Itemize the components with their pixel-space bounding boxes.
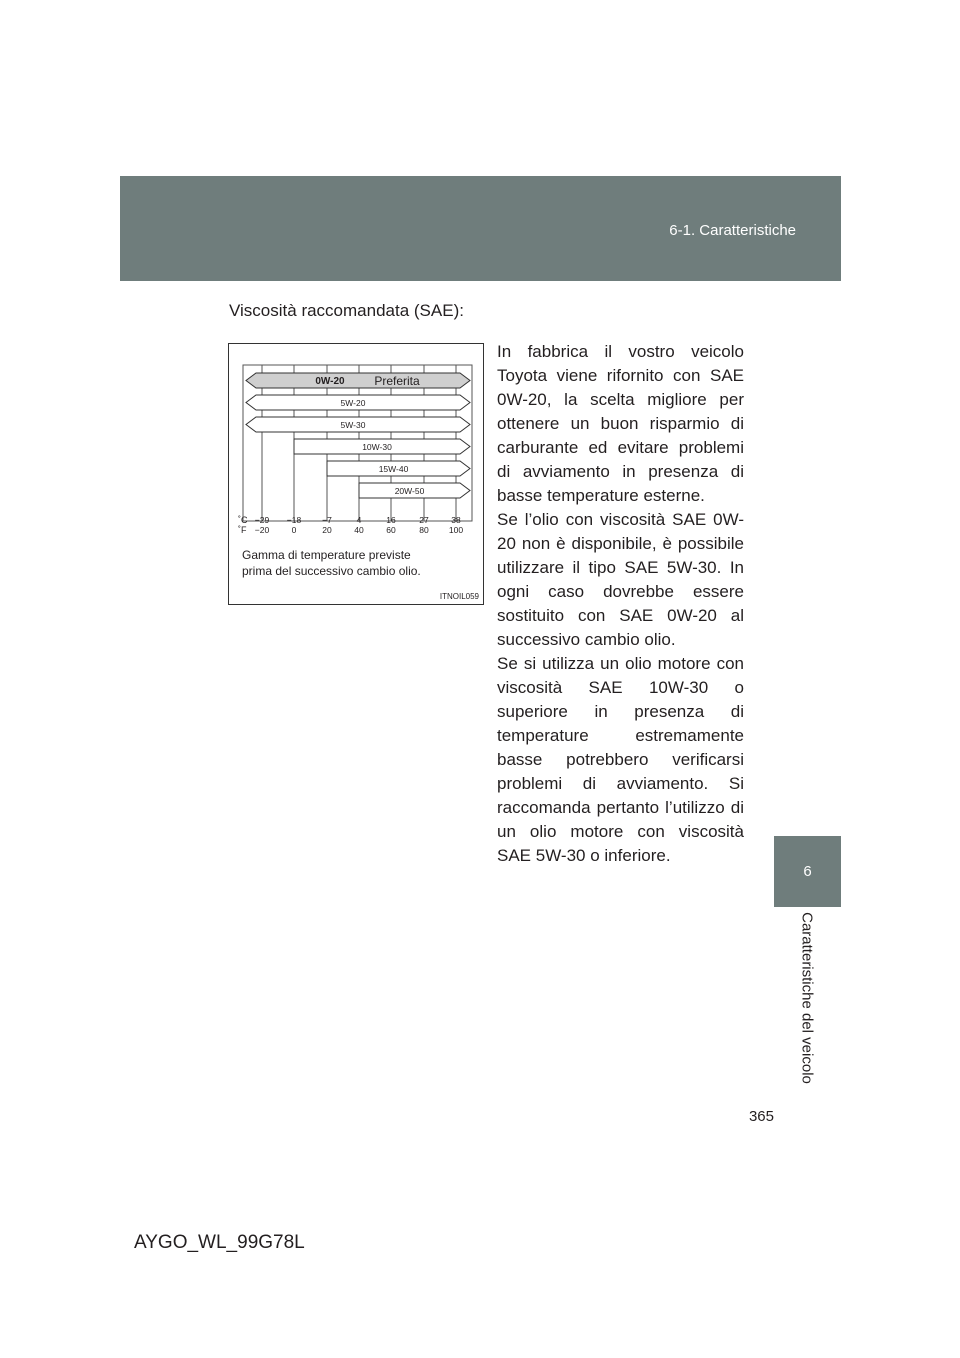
chapter-tab <box>774 836 841 907</box>
tick-celsius: −7 <box>322 515 332 525</box>
caption-line-2: prima del successivo cambio olio. <box>242 564 421 578</box>
tick-fahrenheit: 40 <box>354 525 364 535</box>
grade-label: 5W-20 <box>340 398 366 408</box>
paragraph-3: Se si utilizza un olio motore con viscosità SAE 10W-30 o superiore in presenza di temperature estremamente basse potrebbero verificarsi problemi di avviamento. Si raccomanda pertanto l’utilizzo di un olio motore con viscosità SAE 5W-30 o inferiore. <box>497 654 744 865</box>
paragraph-1: In fabbrica il vostro veicolo Toyota viene rifornito con SAE 0W-20, la scelta migliore per ottenere un buon risparmio di carburante ed evitare problemi di avviamento in presenza di basse temperature esterne. <box>497 342 744 505</box>
tick-celsius: 38 <box>451 515 461 525</box>
tick-celsius: 4 <box>356 515 362 525</box>
grade-label: 0W-20 <box>315 376 345 387</box>
caption-line-1: Gamma di temperature previste <box>242 548 411 562</box>
tick-celsius: −18 <box>286 515 302 525</box>
grade-label: 10W-30 <box>362 442 392 452</box>
tick-fahrenheit: 60 <box>386 525 396 535</box>
section-title: 6-1. Caratteristiche <box>669 222 796 239</box>
tick-fahrenheit: 100 <box>448 525 464 535</box>
grade-bar-0w-20 <box>246 373 470 388</box>
tick-fahrenheit: 80 <box>419 525 429 535</box>
section-heading: Viscosità raccomandata (SAE): <box>229 301 464 320</box>
tick-celsius: −29 <box>254 515 270 525</box>
header-bar <box>120 176 841 281</box>
unit-celsius: ˚C <box>238 515 248 525</box>
tick-fahrenheit: −20 <box>254 525 270 535</box>
tick-celsius: 16 <box>386 515 396 525</box>
paragraph-2: Se l’olio con viscosità SAE 0W-20 non è disponibile, è possibile utilizzare il tipo SAE 5W-30. In ogni caso dovrebbe essere sostituito con SAE 0W-20 al successivo cambio olio. <box>497 510 744 649</box>
grade-label: 20W-50 <box>394 486 425 496</box>
preferred-label: Preferita <box>374 374 420 388</box>
tick-fahrenheit: 20 <box>322 525 332 535</box>
page-number: 365 <box>748 1108 774 1125</box>
chapter-label: Caratteristiche del veicolo <box>798 912 816 1084</box>
viscosity-chart <box>229 344 483 604</box>
tick-fahrenheit: 0 <box>291 525 297 535</box>
grade-label: 5W-30 <box>340 420 366 430</box>
figure-code: ITNOIL059 <box>439 592 479 601</box>
viscosity-chart-figure <box>228 343 484 605</box>
document-code: AYGO_WL_99G78L <box>134 1232 305 1253</box>
tick-celsius: 27 <box>419 515 429 525</box>
unit-fahrenheit: ˚F <box>238 525 247 535</box>
chapter-number: 6 <box>803 863 812 880</box>
grade-label: 15W-40 <box>378 464 409 474</box>
